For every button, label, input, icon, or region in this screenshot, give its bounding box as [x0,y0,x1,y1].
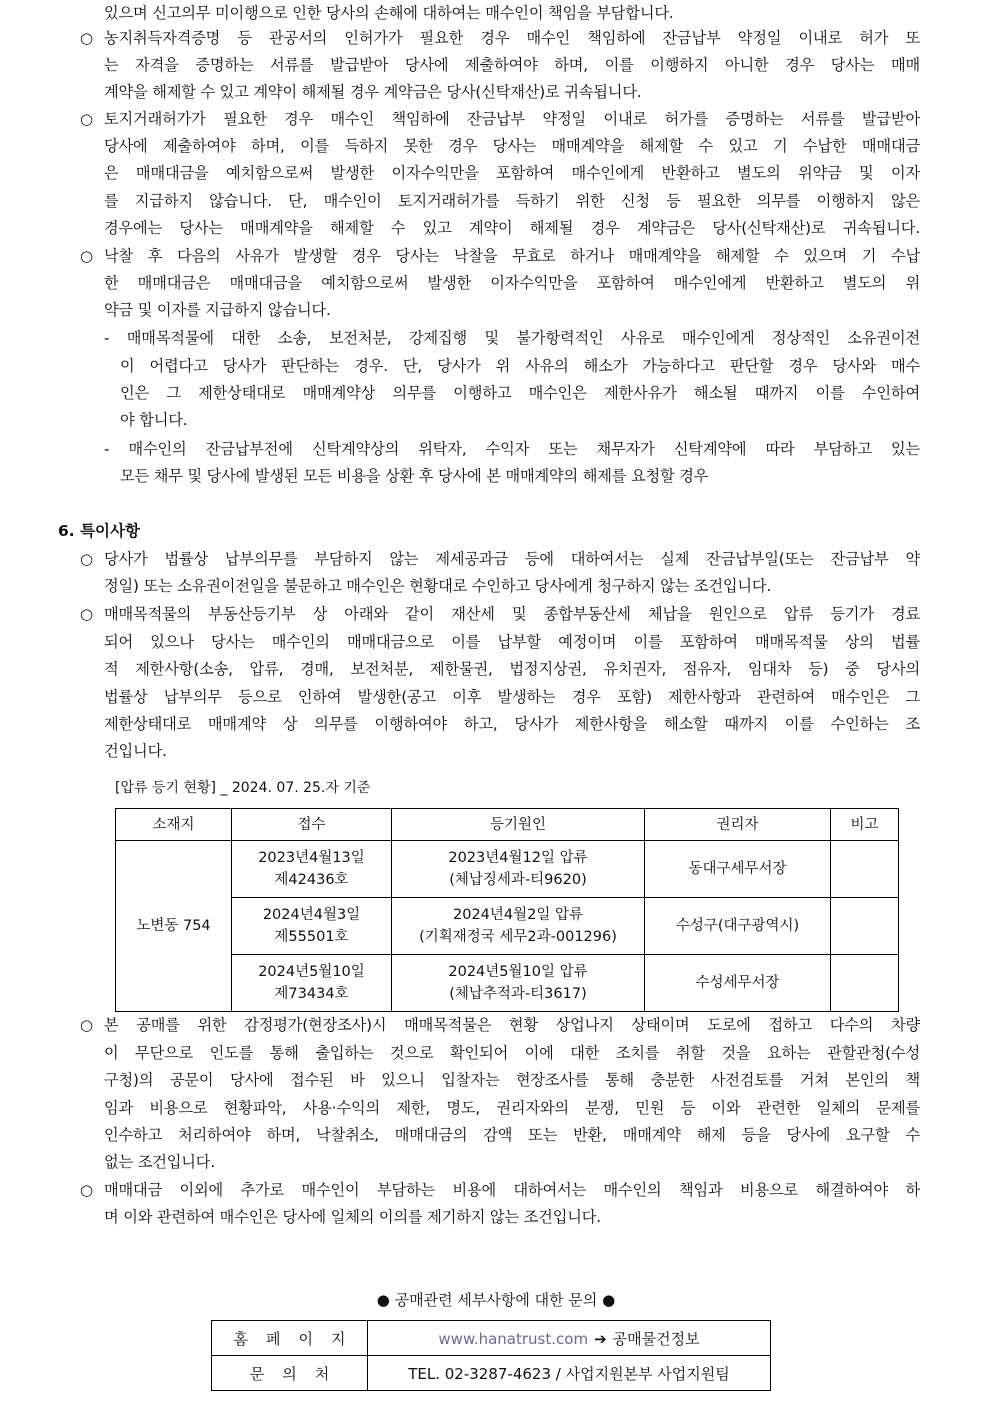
paragraph-line: 당사가 법률상 납부의무를 부담하지 않는 제세공과금 등에 대하여서는 실제 잔금납부일(또는 잔금납부 약 [104,550,920,568]
table-row [116,898,899,955]
paragraph-line: 은 매매대금을 예치함으로써 발생한 이자수익만을 포함하여 매수인에게 반환하고 별도의 위약금 및 이자 [104,164,920,182]
table-header: 접수 [232,809,392,841]
table-row [116,955,899,1012]
bullet-icon: ○ [80,29,94,47]
cause-cell: 2023년4월12일 압류 (체납징세과-티9620) [392,841,645,898]
paragraph-line: 있으며 신고의무 미이행으로 인한 당사의 손해에 대하여는 매수인이 책임을 부담합니다. [104,4,674,22]
contact-row-homepage [212,1321,771,1356]
bullet-icon: ○ [80,550,94,568]
dash-item-line: - 매매목적물에 대한 소송, 보전처분, 강제집행 및 불가항력적인 사유로 매수인에게 정상적인 소유권이전 [104,329,920,347]
inquiry-value: TEL. 02-3287-4623 / 사업지원본부 사업지원팀 [368,1356,771,1391]
table-header: 등기원인 [392,809,645,841]
receipt-cell: 2023년4월13일 제42436호 [232,841,392,898]
paragraph-line: 며 이와 관련하여 매수인은 당사에 일체의 이의를 제기하지 않는 조건입니다. [104,1208,601,1226]
paragraph-line: 토지거래허가가 필요한 경우 매수인 책임하에 잔금납부 약정일 이내로 허가를 증명하는 서류를 발급받아 [104,110,920,128]
dash-item-line: 모든 채무 및 당사에 발생된 모든 비용을 상환 후 당사에 본 매매계약의 해제를 요청할 경우 [120,467,709,485]
dash-item-line: - 매수인의 잔금납부전에 신탁계약상의 위탁자, 수익자 또는 채무자가 신탁계약에 따라 부담하고 있는 [104,440,920,458]
homepage-destination: 공매물건정보 [612,1329,700,1348]
table-header-row [116,809,899,841]
paragraph-line: 낙찰 후 다음의 사유가 발생할 경우 당사는 낙찰을 무효로 하거나 매매계약을 해제할 수 있으며 기 수납 [104,247,920,265]
bullet-icon: ○ [80,110,94,128]
holder-cell: 동대구세무서장 [645,841,831,898]
paragraph-line: 계약을 해제할 수 있고 계약이 해제될 경우 계약금은 당사(신탁재산)로 귀속됩니다. [104,83,642,101]
paragraph-line: 한 매매대금은 매매대금을 예치함으로써 발생한 이자수익만을 포함하여 매수인에게 반환하고 별도의 위 [104,274,920,292]
paragraph-line: 없는 조건입니다. [104,1153,216,1171]
receipt-cell: 2024년4월3일 제55501호 [232,898,392,955]
paragraph-line: 제한상태대로 매매계약 상 의무를 이행하여야 하고, 당사가 제한사항을 해소할 때까지 이를 수인하는 조 [104,715,920,733]
paragraph-line: 약금 및 이자를 지급하지 않습니다. [104,301,331,319]
bullet-icon: ○ [80,605,94,623]
bullet-icon: ○ [80,247,94,265]
paragraph-line: 당사에 제출하여야 하며, 이를 득하지 못한 경우 당사는 매매계약을 해제할 수 있고 기 수납한 매매대금 [104,137,920,155]
homepage-link[interactable]: www.hanatrust.com [438,1329,589,1348]
table-header: 권리자 [645,809,831,841]
homepage-value [368,1321,771,1356]
section-heading: 6. 특이사항 [58,522,140,540]
receipt-cell: 2024년5월10일 제73434호 [232,955,392,1012]
dash-item-line: 인은 그 제한상태대로 매매계약상 의무를 이행하고 매수인은 제한사유가 해소될 때까지 이를 수인하여 [120,384,920,402]
paragraph-line: 이 무단으로 인도를 통해 출입하는 것으로 확인되어 이에 대한 조치를 취할 것을 요하는 관할관청(수성 [104,1044,920,1062]
table-row [116,841,899,898]
paragraph-line: 매매목적물의 부동산등기부 상 아래와 같이 재산세 및 종합부동산세 체납을 원인으로 압류 등기가 경료 [104,605,920,623]
paragraph-line: 임과 비용으로 현황파악, 사용·수익의 제한, 명도, 권리자와의 분쟁, 민원 등 이와 관련한 일체의 문제를 [104,1099,920,1117]
cause-cell: 2024년4월2일 압류 (기획재정국 세무2과-001296) [392,898,645,955]
paragraph-line: 농지취득자격증명 등 관공서의 인허가가 필요한 경우 매수인 책임하에 잔금납부 약정일 이내로 허가 또 [104,29,920,47]
paragraph-line: 는 자격을 증명하는 서류를 발급받아 당사에 제출하여야 하며, 이를 이행하지 아니한 경우 당사는 매매 [104,56,920,74]
contact-table [211,1320,771,1391]
cause-cell: 2024년5월10일 압류 (체납추적과-티3617) [392,955,645,1012]
dash-item-line: 이 어렵다고 당사가 판단하는 경우. 단, 당사가 위 사유의 해소가 가능하다고 판단할 경우 당사와 매수 [120,357,920,375]
holder-cell: 수성구(대구광역시) [645,898,831,955]
seizure-registration-table [115,808,899,1012]
bullet-icon: ○ [80,1181,94,1199]
note-cell [831,841,899,898]
paragraph-line: 본 공매를 위한 감정평가(현장조사)시 매매목적물은 현황 상업나지 상태이며 도로에 접하고 다수의 차량 [104,1016,920,1034]
bullet-icon: ○ [80,1016,94,1034]
contact-title: ● 공매관련 세부사항에 대한 문의 ● [376,1291,616,1309]
note-cell [831,955,899,1012]
paragraph-line: 법률상 납부의무 등으로 인하여 발생한(공고 이후 발생하는 경우 포함) 제한사항과 관련하여 매수인은 그 [104,688,920,706]
holder-cell: 수성세무서장 [645,955,831,1012]
paragraph-line: 경우에는 당사는 매매계약을 해제할 수 있고 계약이 해제될 경우 계약금은 당사(신탁재산)로 귀속됩니다. [104,219,920,237]
homepage-label: 홈페이지 [212,1321,368,1356]
dash-item-line: 야 합니다. [120,411,188,429]
contact-row-inquiry [212,1356,771,1391]
paragraph-line: 매매대금 이외에 추가로 매수인이 부담하는 비용에 대하여서는 매수인의 책임과 비용으로 해결하여야 하 [104,1181,920,1199]
paragraph-line: 구청)의 공문이 당사에 접수된 바 있으니 입찰자는 현장조사를 통해 충분한 사전검토를 거쳐 본인의 책 [104,1071,920,1089]
paragraph-line: 인수하고 처리하여야 하며, 낙찰취소, 매매대금의 감액 또는 반환, 매매계약 해제 등을 당사에 요구할 수 [104,1126,920,1144]
inquiry-label: 문의처 [212,1356,368,1391]
table-caption: [압류 등기 현황] _ 2024. 07. 25.자 기준 [115,780,371,796]
paragraph-line: 정일) 또는 소유권이전일을 불문하고 매수인은 현황대로 수인하고 당사에게 청구하지 않는 조건입니다. [104,577,772,595]
table-header: 비고 [831,809,899,841]
arrow-right-icon: ➔ [594,1329,607,1348]
note-cell [831,898,899,955]
paragraph-line: 건입니다. [104,742,167,760]
paragraph-line: 적 제한사항(소송, 압류, 경매, 보전처분, 제한물권, 법정지상권, 유치권자, 점유자, 임대차 등) 중 당사의 [104,660,920,678]
location-cell: 노변동 754 [116,841,232,1012]
paragraph-line: 되어 있으나 당사는 매수인의 매매대금으로 이를 납부할 예정이며 이를 포함하여 매매목적물 상의 법률 [104,633,920,651]
table-header: 소재지 [116,809,232,841]
paragraph-line: 를 지급하지 않습니다. 단, 매수인이 토지거래허가를 득하기 위한 신청 등 필요한 의무를 이행하지 않은 [104,192,920,210]
